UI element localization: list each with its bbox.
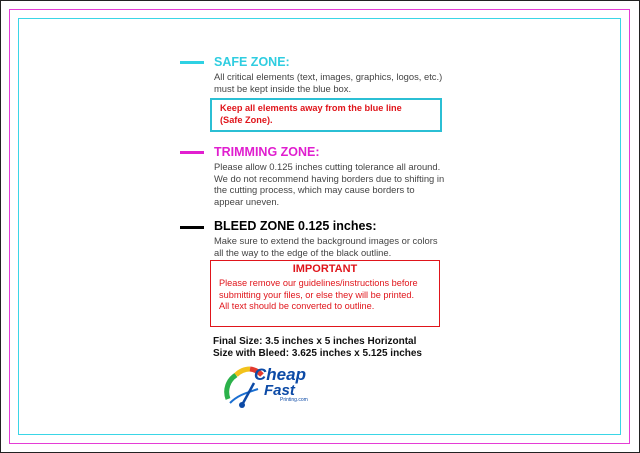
trimming-zone-line: Please allow 0.125 inches cutting tolerance all around.: [214, 161, 441, 172]
size-info: [213, 336, 422, 360]
important-notice-box: [210, 260, 440, 327]
bleed-size-text: Size with Bleed: 3.625 inches x 5.125 inches: [213, 348, 422, 359]
important-title: IMPORTANT: [292, 263, 358, 275]
safe-zone-section: [214, 55, 474, 94]
logo-word-printing: Printing.com: [280, 397, 308, 403]
bleed-zone-heading: BLEED ZONE 0.125 inches:: [214, 219, 377, 233]
bleed-zone-description: [214, 235, 474, 258]
logo-word-fast: Fast: [264, 382, 295, 399]
safe-zone-heading: SAFE ZONE:: [214, 55, 290, 69]
logo-word-cheap: Cheap: [254, 365, 306, 384]
safe-zone-description: [214, 71, 474, 94]
trimming-zone-line: appear uneven.: [214, 195, 280, 207]
important-line: All text should be converted to outline.: [219, 300, 375, 311]
trimming-zone-heading: TRIMMING ZONE:: [214, 145, 320, 159]
bleed-zone-line: all the way to the edge of the black outline.: [214, 246, 392, 258]
bleed-zone-line: Make sure to extend the background images or colors: [214, 235, 438, 246]
safe-zone-note-line: (Safe Zone).: [220, 114, 273, 125]
trimming-zone-line: the cutting process, which may cause borders to: [214, 184, 415, 195]
important-line: Please remove our guidelines/instructions before: [219, 278, 418, 289]
safe-zone-line: All critical elements (text, images, graphics, logos, etc.): [214, 71, 443, 82]
bleed-zone-section: [214, 219, 474, 258]
trimming-zone-line: We do not recommend having borders due to shifting in: [214, 172, 445, 184]
trimming-zone-description: [214, 161, 474, 207]
trimming-zone-marker: [180, 151, 204, 154]
brand-logo: [224, 365, 324, 411]
safe-zone-line: must be kept inside the blue box.: [214, 82, 352, 94]
safe-zone-note-line: Keep all elements away from the blue line: [220, 103, 402, 113]
trimming-zone-section: [214, 145, 474, 207]
safe-zone-note-box: [210, 98, 442, 132]
important-line: submitting your files, or else they will be printed.: [219, 289, 415, 300]
final-size-text: Final Size: 3.5 inches x 5 inches Horizontal: [213, 336, 417, 347]
bleed-zone-marker: [180, 226, 204, 229]
safe-zone-marker: [180, 61, 204, 64]
